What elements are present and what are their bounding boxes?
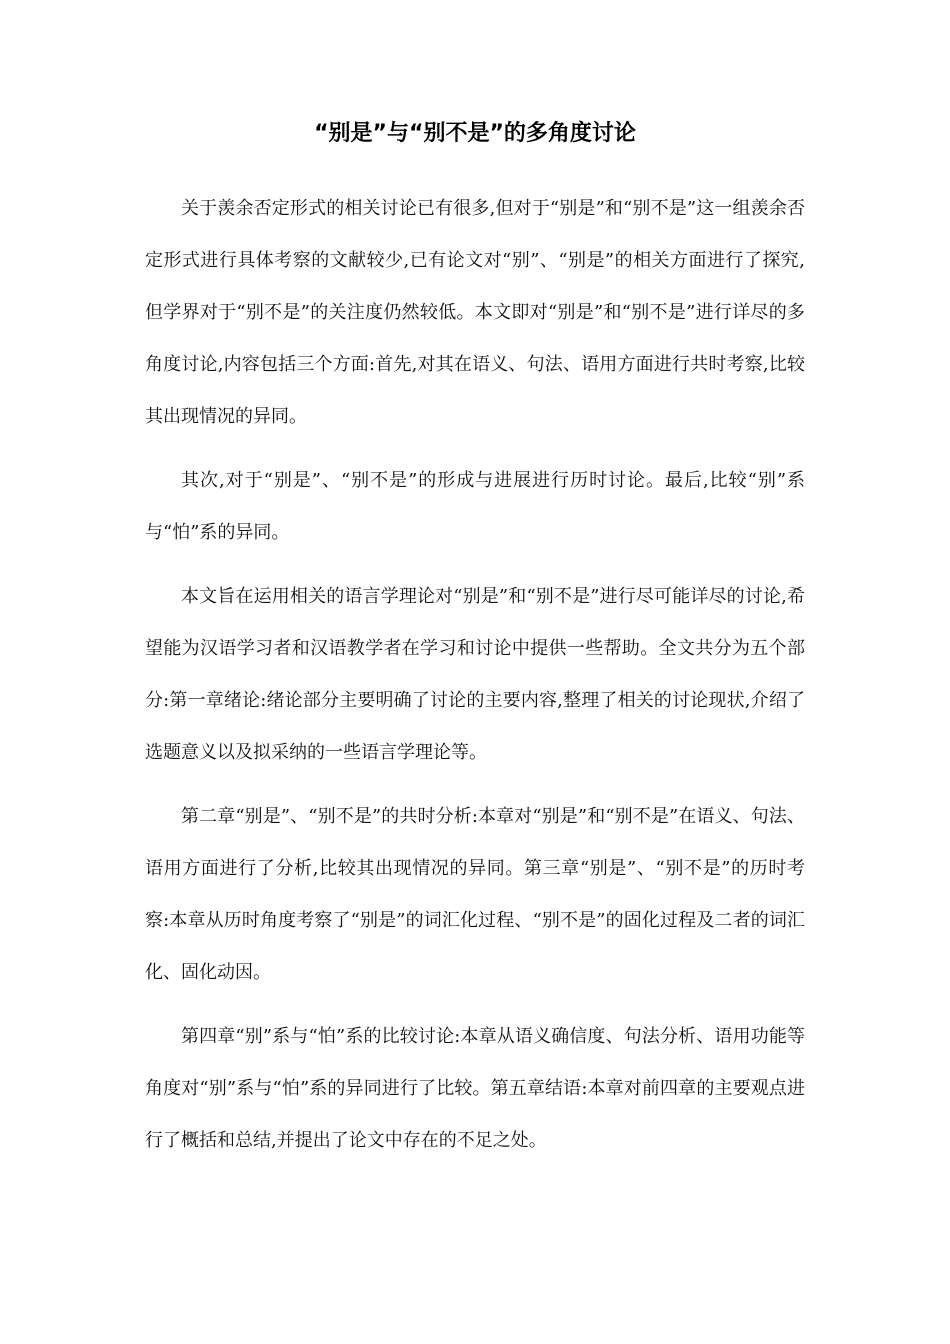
paragraph-5: 第四章“别”系与“怕”系的比较讨论:本章从语义确信度、句法分析、语用功能等角度对“别”系与“怕”系的异同进行了比较。第五章结语:本章对前四章的主要观点进行了概括和总结,并提出了论文中存在的不足之处。 [145,1026,805,1151]
paragraph-2: 其次,对于“别是”、“别不是”的形成与进展进行历时讨论。最后,比较“别”系与“怕”系的异同。 [145,470,805,543]
paragraph-4: 第二章“别是”、“别不是”的共时分析:本章对“别是”和“别不是”在语义、句法、语用方面进行了分析,比较其出现情况的异同。第三章“别是”、“别不是”的历时考察:本章从历时角度考察了“别是”的词汇化过程、“别不是”的固化过程及二者的词汇化、固化动因。 [145,806,805,983]
document-title: “别是”与“别不是”的多角度讨论 [314,121,636,146]
paragraph-1: 关于羡余否定形式的相关讨论已有很多,但对于“别是”和“别不是”这一组羡余否定形式进行具体考察的文献较少,已有论文对“别”、“别是”的相关方面进行了探究,但学界对于“别不是”的关注度仍然较低。本文即对“别是”和“别不是”进行详尽的多角度讨论,内容包括三个方面:首先,对其在语义、句法、语用方面进行共时考察,比较其出现情况的异同。 [145,198,805,427]
paragraph-3: 本文旨在运用相关的语言学理论对“别是”和“别不是”进行尽可能详尽的讨论,希望能为汉语学习者和汉语教学者在学习和讨论中提供一些帮助。全文共分为五个部分:第一章绪论:绪论部分主要明确了讨论的主要内容,整理了相关的讨论现状,介绍了选题意义以及拟采纳的一些语言学理论等。 [145,586,805,763]
document-body [145,183,805,1179]
